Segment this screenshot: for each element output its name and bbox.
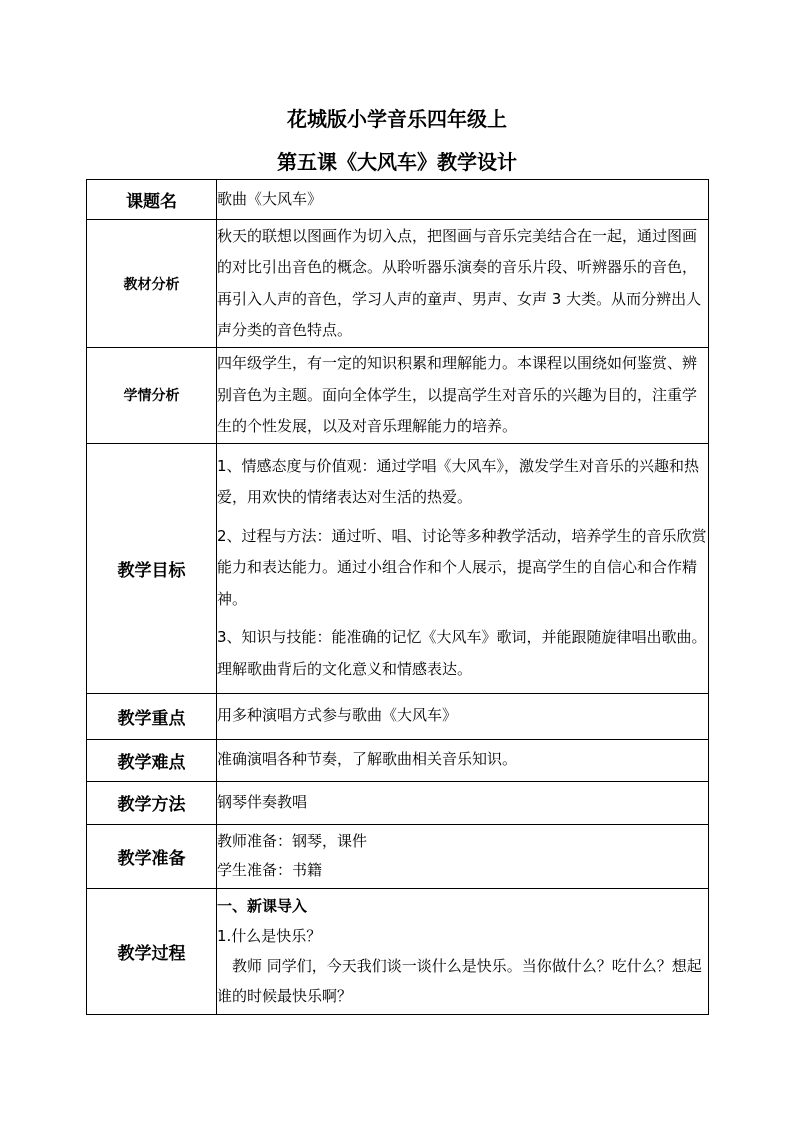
table-row: [87, 888, 709, 1014]
students-label: 学情分析: [87, 348, 217, 444]
students-value: 四年级学生，有一定的知识积累和理解能力。本课程以围绕如何鉴赏、辨别音色为主题。面向全体学生，以提高学生对音乐的兴趣为目的，注重学生的个性发展，以及对音乐理解能力的培养。: [217, 348, 709, 444]
lesson-plan-table: [86, 179, 709, 1015]
table-row: [87, 781, 709, 824]
goal-item: 3、知识与技能：能准确的记忆《大风车》歌词，并能跟随旋律唱出歌曲。理解歌曲背后的文化意义和情感表达。: [217, 628, 707, 678]
goals-value: [217, 443, 709, 693]
key-points-label: 教学重点: [87, 693, 217, 739]
process-value: [217, 888, 709, 1014]
goal-item: 1、情感态度与价值观：通过学唱《大风车》，激发学生对音乐的兴趣和热爱，用欢快的情绪表达对生活的热爱。: [217, 456, 700, 507]
goal-item: 2、过程与方法：通过听、唱、讨论等多种教学活动，培养学生的音乐欣赏能力和表达能力。通过小组合作和个人展示，提高学生的自信心和合作精神。: [217, 526, 707, 608]
table-row: [87, 180, 709, 220]
process-section-heading: 一、新课导入: [217, 897, 308, 915]
process-question: 1.什么是快乐？: [217, 927, 322, 945]
process-label: 教学过程: [87, 888, 217, 1014]
table-row: [87, 220, 709, 348]
table-row: [87, 739, 709, 781]
method-label: 教学方法: [87, 781, 217, 824]
document-subtitle: 第五课《大风车》教学设计: [277, 150, 517, 174]
goals-label: 教学目标: [87, 443, 217, 693]
topic-value: 歌曲《大风车》: [217, 180, 709, 220]
document-title: 花城版小学音乐四年级上: [287, 107, 507, 131]
process-dialogue: 教师 同学们，今天我们谈一谈什么是快乐。当你做什么？吃什么？想起谁的时候最快乐啊？: [217, 957, 702, 1005]
materials-label: 教材分析: [87, 220, 217, 348]
difficulty-label: 教学难点: [87, 739, 217, 781]
table-row: [87, 693, 709, 739]
student-preparation: 学生准备：书籍: [217, 861, 323, 879]
preparation-label: 教学准备: [87, 824, 217, 888]
table-row: [87, 824, 709, 888]
table-row: [87, 348, 709, 444]
topic-label: 课题名: [87, 180, 217, 220]
difficulty-value: 准确演唱各种节奏，了解歌曲相关音乐知识。: [217, 739, 709, 781]
preparation-value: [217, 824, 709, 888]
key-points-value: 用多种演唱方式参与歌曲《大风车》: [217, 693, 709, 739]
table-row: [87, 443, 709, 693]
materials-value: 秋天的联想以图画作为切入点，把图画与音乐完美结合在一起，通过图画的对比引出音色的概念。从聆听器乐演奏的音乐片段、听辨器乐的音色，再引入人声的音色，学习人声的童声、男声、女声 3 大类。从而分辨出人声分类的音色特点。: [217, 220, 709, 348]
method-value: 钢琴伴奏教唱: [217, 781, 709, 824]
teacher-preparation: 教师准备：钢琴，课件: [217, 832, 368, 850]
